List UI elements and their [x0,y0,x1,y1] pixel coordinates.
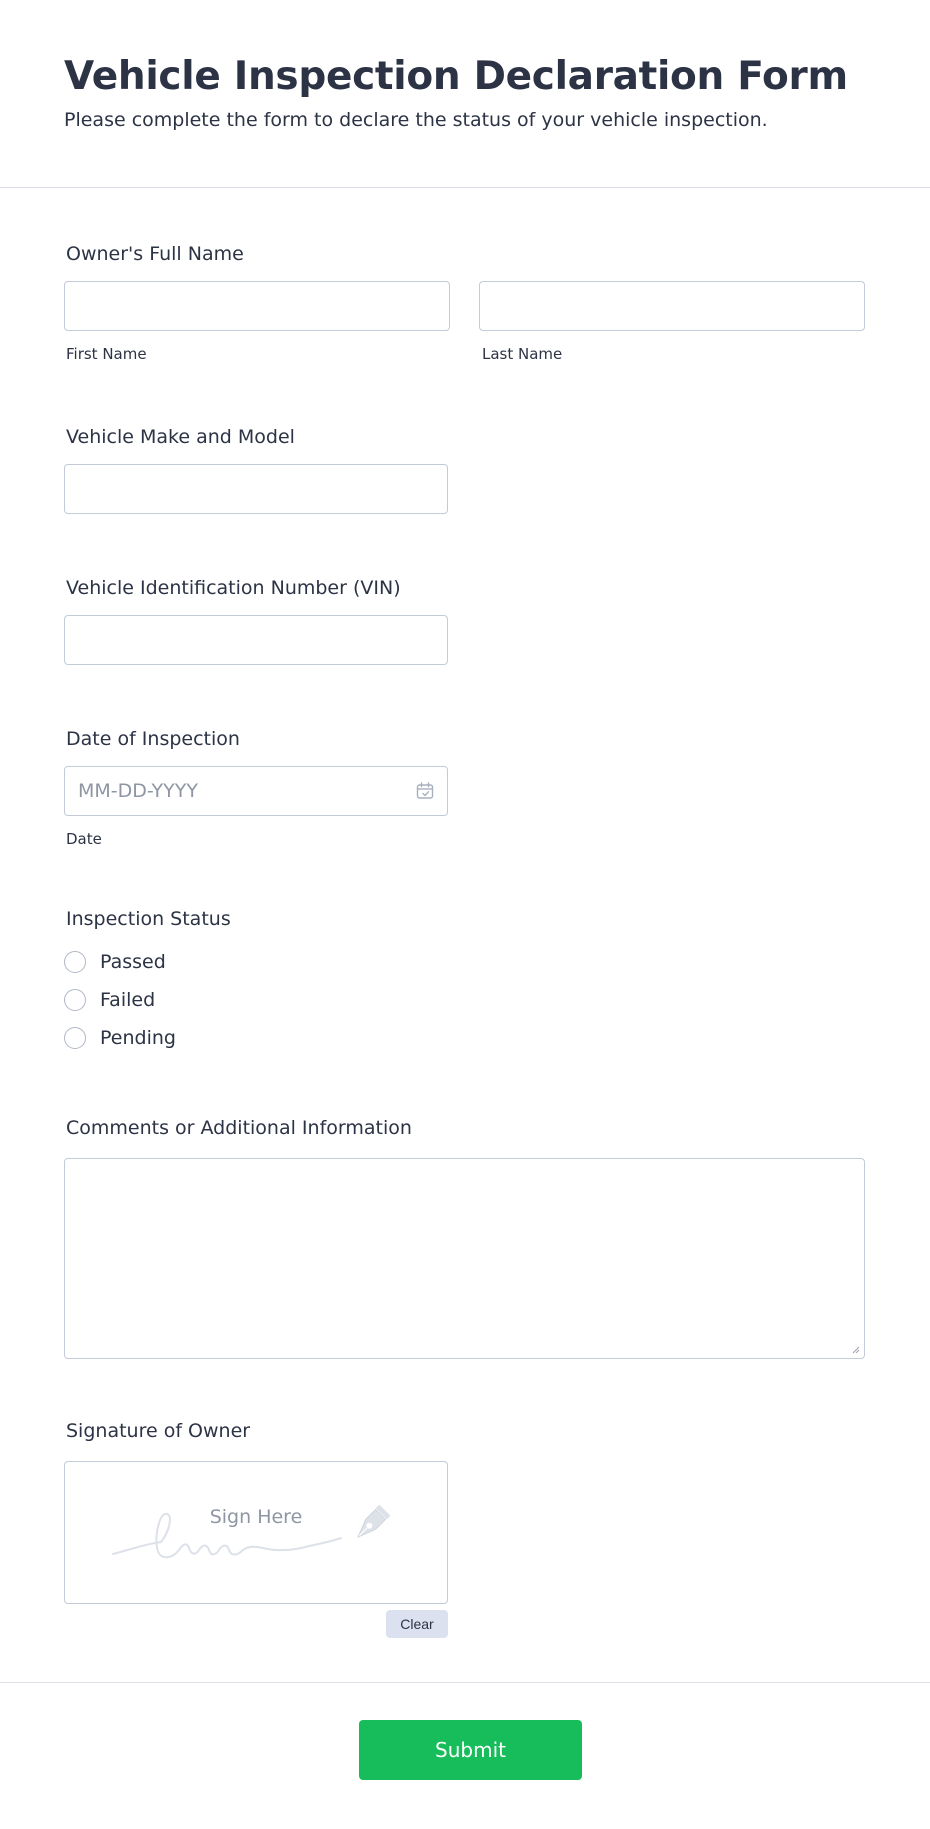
inspection-date-input[interactable] [64,766,448,816]
clear-signature-button[interactable]: Clear [386,1610,448,1638]
vin-label: Vehicle Identification Number (VIN) [66,577,401,599]
last-name-input[interactable] [479,281,865,331]
radio-label: Failed [100,989,156,1011]
make-model-label: Vehicle Make and Model [66,426,295,448]
pen-nib-icon [347,1502,393,1548]
form-header [0,0,930,188]
resize-handle-icon[interactable] [852,1346,860,1354]
radio-button[interactable] [64,989,86,1011]
date-placeholder: MM-DD-YYYY [78,780,198,802]
footer-divider [0,1682,930,1683]
owner-name-label: Owner's Full Name [66,243,244,265]
first-name-input[interactable] [64,281,450,331]
date-sublabel: Date [66,830,102,848]
inspection-date-label: Date of Inspection [66,728,240,750]
calendar-icon[interactable] [415,781,435,801]
vin-input[interactable] [64,615,448,665]
inspection-status-label: Inspection Status [66,908,231,930]
form-subtitle: Please complete the form to declare the status of your vehicle inspection. [64,109,768,131]
form-title: Vehicle Inspection Declaration Form [64,54,848,99]
signature-label: Signature of Owner [66,1420,251,1442]
sign-here-placeholder: Sign Here [209,1506,303,1528]
status-option-passed[interactable] [64,949,166,975]
status-option-pending[interactable] [64,1025,176,1051]
radio-button[interactable] [64,951,86,973]
submit-button[interactable]: Submit [359,1720,582,1780]
make-model-input[interactable] [64,464,448,514]
radio-button[interactable] [64,1027,86,1049]
status-option-failed[interactable] [64,987,155,1013]
radio-label: Pending [100,1027,176,1049]
comments-textarea[interactable] [64,1158,865,1359]
first-name-sublabel: First Name [66,345,147,363]
last-name-sublabel: Last Name [482,345,563,363]
signature-pad[interactable] [64,1461,448,1604]
radio-label: Passed [100,951,166,973]
comments-label: Comments or Additional Information [66,1117,412,1139]
